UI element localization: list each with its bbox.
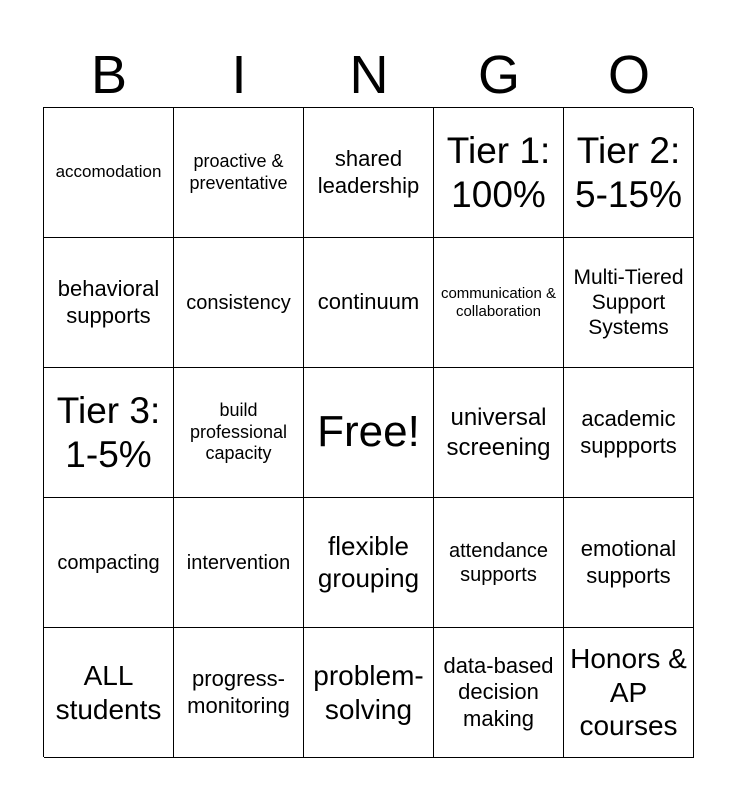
cell-text: data-based decision making [443, 652, 554, 731]
cell-text: attendance supports [449, 539, 548, 586]
cell-text: Tier 1: 100% [446, 129, 551, 215]
bingo-cell[interactable] [434, 498, 564, 628]
cell-text: communication & collaboration [440, 284, 557, 320]
bingo-cell[interactable] [564, 238, 694, 368]
bingo-cell[interactable] [174, 368, 304, 498]
bingo-cell[interactable] [174, 498, 304, 628]
bingo-cell[interactable] [174, 238, 304, 368]
bingo-cell[interactable] [564, 368, 694, 498]
cell-text: emotional supports [580, 536, 677, 588]
cell-text: ALL students [55, 659, 162, 725]
header-letter-i: I [231, 45, 247, 105]
bingo-cell[interactable] [174, 628, 304, 758]
header-letter-b: B [90, 45, 128, 105]
bingo-cell free-space[interactable] [304, 368, 434, 498]
bingo-board [43, 107, 693, 757]
cell-text: shared leadership [317, 146, 420, 198]
bingo-cell[interactable] [434, 368, 564, 498]
header-letter-g: G [477, 45, 520, 105]
header-letter-o: O [607, 45, 650, 105]
cell-text: build professional capacity [189, 400, 288, 464]
cell-text: consistency [186, 291, 291, 314]
bingo-cell[interactable] [44, 628, 174, 758]
cell-text: accomodation [55, 162, 162, 182]
cell-text: flexible grouping [317, 531, 420, 593]
bingo-header [44, 42, 694, 108]
cell-text: Honors & AP courses [570, 643, 687, 742]
bingo-cell[interactable] [44, 108, 174, 238]
header-letter-n: N [349, 45, 389, 105]
cell-text: academic suppports [580, 406, 677, 458]
cell-text: behavioral supports [57, 276, 160, 328]
bingo-cell[interactable] [44, 498, 174, 628]
bingo-cell[interactable] [564, 108, 694, 238]
cell-text: Tier 3: 1-5% [56, 389, 161, 475]
cell-text: intervention [186, 551, 291, 574]
cell-text: proactive & preventative [189, 150, 288, 193]
cell-text: Multi-Tiered Support Systems [573, 265, 684, 340]
bingo-cell[interactable] [304, 628, 434, 758]
bingo-cell[interactable] [564, 498, 694, 628]
cell-text: compacting [57, 551, 160, 574]
cell-text: continuum [317, 289, 420, 315]
bingo-cell[interactable] [564, 628, 694, 758]
free-space-text: Free! [317, 407, 420, 457]
cell-text: progress-monitoring [187, 666, 290, 718]
bingo-cell[interactable] [304, 108, 434, 238]
cell-text: universal screening [446, 404, 551, 461]
bingo-cell[interactable] [44, 238, 174, 368]
bingo-cell[interactable] [434, 238, 564, 368]
cell-text: problem-solving [313, 659, 424, 725]
bingo-cell[interactable] [434, 108, 564, 238]
bingo-cell[interactable] [304, 498, 434, 628]
bingo-cell[interactable] [174, 108, 304, 238]
bingo-cell[interactable] [44, 368, 174, 498]
cell-text: Tier 2: 5-15% [575, 129, 682, 215]
bingo-cell[interactable] [434, 628, 564, 758]
bingo-cell[interactable] [304, 238, 434, 368]
